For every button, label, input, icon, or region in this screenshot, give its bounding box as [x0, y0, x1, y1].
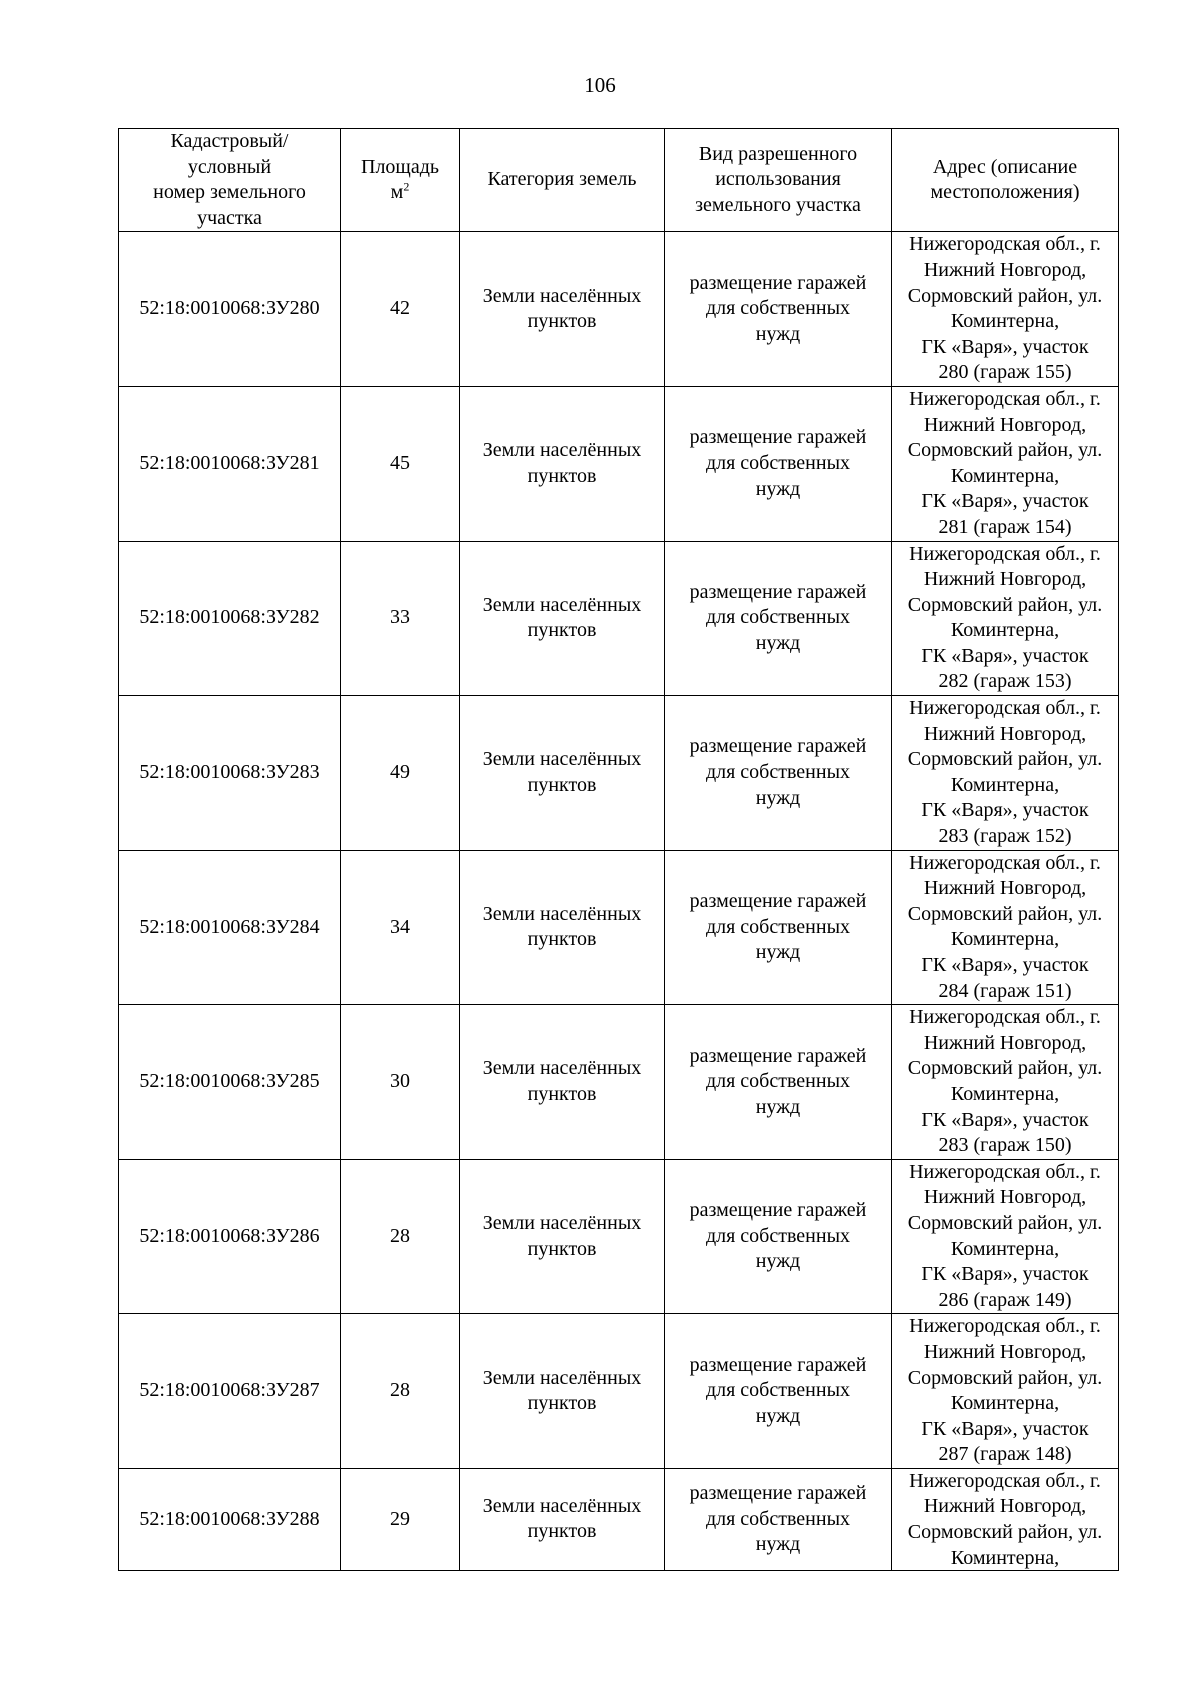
header-area: [341, 129, 460, 232]
address-cell: [892, 386, 1119, 541]
page-number: 106: [584, 73, 616, 97]
permitted-use-cell: размещение гаражей для собственных нужд: [665, 696, 892, 851]
table-row: [119, 1468, 1119, 1570]
area-cell: 28: [341, 1314, 460, 1469]
area-cell: 33: [341, 541, 460, 696]
address-cell: [892, 1314, 1119, 1469]
area-cell: 34: [341, 850, 460, 1005]
address-text: Нижегородская обл., г. Нижний Новгород, Сормовский район, ул. Коминтерна, ГК «Варя», участок 286 (гараж 149): [907, 1160, 1103, 1311]
header-permitted-use: Вид разрешенного использования земельного участка: [665, 129, 892, 232]
cadastral-number-cell: 52:18:0010068:ЗУ288: [119, 1468, 341, 1570]
cadastral-number-cell: 52:18:0010068:ЗУ285: [119, 1005, 341, 1160]
land-category-cell: Земли населённых пунктов: [460, 696, 665, 851]
land-category-cell: Земли населённых пунктов: [460, 1314, 665, 1469]
table-header-row: [119, 129, 1119, 232]
address-text: Нижегородская обл., г. Нижний Новгород, Сормовский район, ул. Коминтерна, ГК «Варя», участок 283 (гараж 152): [907, 697, 1103, 848]
address-cell: [892, 1468, 1119, 1570]
table-row: [119, 386, 1119, 541]
header-area-unit: м: [390, 181, 404, 204]
land-category-cell: Земли населённых пунктов: [460, 1159, 665, 1314]
table-row: [119, 1314, 1119, 1469]
header-land-category: Категория земель: [460, 129, 665, 232]
cadastral-number-cell: 52:18:0010068:ЗУ287: [119, 1314, 341, 1469]
address-text: Нижегородская обл., г. Нижний Новгород, Сормовский район, ул. Коминтерна,: [907, 1469, 1103, 1569]
table-row: [119, 696, 1119, 851]
address-text: Нижегородская обл., г. Нижний Новгород, Сормовский район, ул. Коминтерна, ГК «Варя», участок 282 (гараж 153): [907, 542, 1103, 693]
land-category-cell: Земли населённых пунктов: [460, 1468, 665, 1570]
cadastral-number-cell: 52:18:0010068:ЗУ280: [119, 232, 341, 387]
address-cell: [892, 1159, 1119, 1314]
permitted-use-cell: размещение гаражей для собственных нужд: [665, 1159, 892, 1314]
address-text: Нижегородская обл., г. Нижний Новгород, Сормовский район, ул. Коминтерна, ГК «Варя», участок 284 (гараж 151): [907, 851, 1103, 1002]
address-text: Нижегородская обл., г. Нижний Новгород, Сормовский район, ул. Коминтерна, ГК «Варя», участок 280 (гараж 155): [907, 233, 1103, 384]
table-row: [119, 1159, 1119, 1314]
cadastral-number-cell: 52:18:0010068:ЗУ286: [119, 1159, 341, 1314]
header-area-label: Площадь: [361, 155, 439, 178]
cadastral-number-cell: 52:18:0010068:ЗУ282: [119, 541, 341, 696]
permitted-use-cell: размещение гаражей для собственных нужд: [665, 386, 892, 541]
land-category-cell: Земли населённых пунктов: [460, 1005, 665, 1160]
header-address: Адрес (описание местоположения): [892, 129, 1119, 232]
table-row: [119, 541, 1119, 696]
permitted-use-cell: размещение гаражей для собственных нужд: [665, 850, 892, 1005]
permitted-use-cell: размещение гаражей для собственных нужд: [665, 1468, 892, 1570]
permitted-use-cell: размещение гаражей для собственных нужд: [665, 1314, 892, 1469]
area-cell: 49: [341, 696, 460, 851]
area-cell: 45: [341, 386, 460, 541]
cadastral-number-cell: 52:18:0010068:ЗУ281: [119, 386, 341, 541]
cadastral-number-cell: 52:18:0010068:ЗУ283: [119, 696, 341, 851]
address-cell: [892, 232, 1119, 387]
header-cadastral-number: Кадастровый/ условный номер земельного участка: [119, 129, 341, 232]
land-category-cell: Земли населённых пунктов: [460, 850, 665, 1005]
area-cell: 29: [341, 1468, 460, 1570]
address-text: Нижегородская обл., г. Нижний Новгород, Сормовский район, ул. Коминтерна, ГК «Варя», участок 287 (гараж 148): [907, 1315, 1103, 1466]
address-text: Нижегородская обл., г. Нижний Новгород, Сормовский район, ул. Коминтерна, ГК «Варя», участок 283 (гараж 150): [907, 1006, 1103, 1157]
area-cell: 28: [341, 1159, 460, 1314]
permitted-use-cell: размещение гаражей для собственных нужд: [665, 232, 892, 387]
address-cell: [892, 1005, 1119, 1160]
land-plots-table: [118, 128, 1119, 1571]
address-cell: [892, 541, 1119, 696]
table-row: [119, 850, 1119, 1005]
table-row: [119, 232, 1119, 387]
land-category-cell: Земли населённых пунктов: [460, 386, 665, 541]
land-category-cell: Земли населённых пунктов: [460, 541, 665, 696]
cadastral-number-cell: 52:18:0010068:ЗУ284: [119, 850, 341, 1005]
table-row: [119, 1005, 1119, 1160]
area-cell: 30: [341, 1005, 460, 1160]
address-text: Нижегородская обл., г. Нижний Новгород, Сормовский район, ул. Коминтерна, ГК «Варя», участок 281 (гараж 154): [907, 387, 1103, 538]
address-cell: [892, 850, 1119, 1005]
address-cell: [892, 696, 1119, 851]
area-cell: 42: [341, 232, 460, 387]
header-area-unit-power: 2: [403, 179, 410, 194]
permitted-use-cell: размещение гаражей для собственных нужд: [665, 1005, 892, 1160]
permitted-use-cell: размещение гаражей для собственных нужд: [665, 541, 892, 696]
land-category-cell: Земли населённых пунктов: [460, 232, 665, 387]
